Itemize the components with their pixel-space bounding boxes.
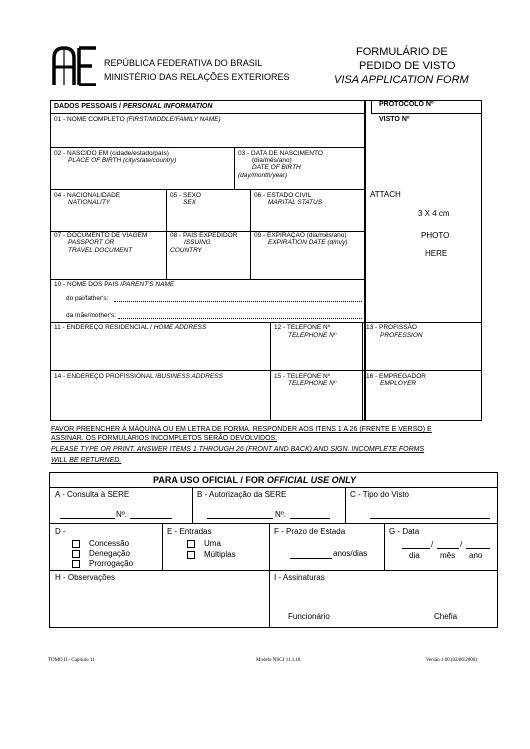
date-year-label: ano [469, 551, 483, 560]
field-12-label-en: TELEPHONE Nº [288, 332, 337, 339]
field-07-input[interactable] [52, 257, 164, 277]
field-06-label: 06 - ESTADO CIVIL [254, 192, 312, 199]
visto-label: VISTO Nº [379, 116, 410, 123]
field-16-label-en: EMPLOYER [380, 380, 417, 387]
field-b-input-1[interactable] [207, 518, 273, 519]
field-c-input[interactable] [370, 518, 490, 519]
org-line-2: MINISTÉRIO DAS RELAÇÕES EXTERIORES [104, 72, 290, 82]
multiplas-label: Múltiplas [204, 550, 236, 559]
field-08-input[interactable] [168, 257, 248, 277]
field-05-input[interactable] [168, 208, 248, 228]
field-13-input[interactable] [364, 342, 480, 368]
field-14-label: 14 - ENDEREÇO PROFISSIONAL /BUSINESS ADDRESS [54, 373, 223, 380]
date-separator-1: / [431, 540, 434, 549]
field-15-label-en: TELEPHONE Nº [288, 380, 337, 387]
field-a-label: A - Consulta à SERE [55, 490, 130, 499]
field-03-label-en: DATE OF BIRTH [252, 164, 301, 171]
field-09-label: 09 - EXPIRAÇÃO (dia/mês/ano) [254, 232, 347, 239]
form-title-line-2: PEDIDO DE VISTO [359, 60, 456, 72]
field-09-label-en: EXPIRATION DATE (d/m/y) [268, 239, 348, 246]
uma-label: Uma [204, 539, 221, 548]
field-04-label: 04 - NACIONALIDADE [54, 192, 121, 199]
date-day-label: dia [409, 551, 420, 560]
field-03-label-en-2: (day/month/year) [238, 172, 288, 179]
footer-left: TOMO II - Capítulo 11 [48, 658, 95, 663]
field-f-input[interactable] [290, 558, 332, 559]
uma-checkbox[interactable] [187, 540, 195, 548]
form-title-line-3: VISA APPLICATION FORM [334, 74, 469, 86]
prorrogacao-label: Prorrogação [89, 559, 134, 568]
prorrogacao-checkbox[interactable] [72, 560, 80, 568]
field-11-input[interactable] [52, 334, 268, 368]
field-01-label: 01 - NOME COMPLETO (FIRST/MIDDLE/FAMILY NAME) [54, 116, 221, 123]
field-b-label: B - Autorização da SERE [197, 490, 287, 499]
field-a-no: Nº. [116, 510, 127, 519]
field-15-label: 15 - TELEFONE Nº [274, 373, 331, 380]
concessao-checkbox[interactable] [72, 540, 80, 548]
instructions-en-1: PLEASE TYPE OR PRINT. ANSWER ITEMS 1 THROUGH 26 (FRONT AND BACK) AND SIGN. INCOMPLETE FORMS [51, 446, 425, 453]
field-13-label-en: PROFESSION [380, 332, 423, 339]
father-input[interactable] [114, 301, 362, 302]
instructions-en-2: WILL BE RETURNED. [51, 457, 122, 464]
mother-input[interactable] [118, 318, 362, 319]
field-15-input[interactable] [272, 390, 363, 419]
field-16-label: 16 - EMPREGADOR [366, 373, 426, 380]
field-i-label: I - Assinaturas [274, 573, 325, 582]
field-f-label: F - Prazo de Estada [274, 527, 346, 536]
field-05-label-en: SEX [183, 199, 197, 206]
field-g-day-input[interactable] [402, 548, 430, 549]
denegacao-checkbox[interactable] [72, 550, 80, 558]
field-06-input[interactable] [252, 208, 363, 228]
field-03-label-2: (dia/mês/ano) [252, 157, 292, 164]
field-14-input[interactable] [52, 383, 268, 419]
mother-label: da mãe/mother's: [66, 312, 117, 319]
field-04-input[interactable] [52, 208, 164, 228]
field-13-label: 13 - PROFISSÃO [366, 324, 417, 331]
field-c-label: C - Tipo do Visto [350, 490, 409, 499]
concessao-label: Concessão [89, 539, 130, 548]
field-03-label: 03 - DATA DE NASCIMENTO [238, 150, 323, 157]
field-g-year-input[interactable] [466, 548, 490, 549]
field-08-label-en: ISSUING [184, 239, 211, 246]
field-f-unit: anos/dias [333, 549, 368, 558]
field-a-input-2[interactable] [130, 518, 172, 519]
visto-input[interactable] [370, 126, 480, 186]
field-10-label: 10 - NOME DOS PAIS /PARENT'S NAME [54, 281, 175, 288]
denegacao-label: Denegação [89, 549, 130, 558]
field-01-input[interactable] [52, 126, 363, 146]
signature-funcionario-label: Funcionário [288, 612, 330, 621]
field-05-label: 05 - SEXO [170, 192, 202, 199]
field-12-label: 12 - TELEFONE Nº [274, 324, 331, 331]
instructions-pt-2: ASSINAR. OS FORMULÁRIOS INCOMPLETOS SERÃO DEVOLVIDOS. [51, 435, 278, 442]
field-02-label-en: PLACE OF BIRTH (city/state/country) [68, 157, 177, 164]
protocolo-label: PROTOCOLO Nº [379, 101, 434, 108]
field-12-input[interactable] [272, 342, 363, 368]
ae-logo-icon [52, 46, 100, 86]
field-07-label-en: PASSPORT OR [68, 239, 115, 246]
multiplas-checkbox[interactable] [187, 551, 195, 559]
field-e-label: E - Entradas [167, 527, 212, 536]
field-11-label: 11 - ENDEREÇO RESIDENCIAL / HOME ADDRESS [54, 324, 207, 331]
field-08-label-en-2: COUNTRY [170, 247, 202, 254]
field-07-label: 07 - DOCUMENTO DE VIAGEM [54, 232, 148, 239]
signature-chefia-label: Chefia [434, 612, 458, 621]
logo [52, 46, 100, 86]
field-02-input[interactable] [52, 166, 232, 186]
footer-right: Versão 1.00 (02/06/2000) [426, 658, 477, 663]
photo-size-label: 3 X 4 cm [418, 209, 450, 218]
photo-here-label: HERE [425, 249, 448, 258]
field-06-label-en: MARITAL STATUS [268, 199, 323, 206]
field-08-label: 08 - PAÍS EXPEDIDOR [170, 232, 238, 239]
form-title-line-1: FORMULÁRIO DE [356, 46, 448, 58]
field-b-no: Nº. [275, 510, 286, 519]
field-02-label: 02 - NASCIDO EM (cidade/estado/país) [54, 150, 169, 157]
official-use-title: PARA USO OFICIAL / FOR OFFICIAL USE ONLY [153, 475, 357, 485]
field-h-input[interactable] [52, 584, 266, 626]
instructions-pt-1: FAVOR PREENCHER À MÁQUINA OU EM LETRA DE FORMA. RESPONDER AOS ITENS 1 A 26 (FRENTE E VERSO) E [51, 426, 432, 433]
photo-label: PHOTO [421, 231, 450, 240]
field-09-input[interactable] [252, 257, 363, 277]
field-a-input-1[interactable] [60, 518, 115, 519]
date-month-label: mês [440, 551, 456, 560]
field-07-label-en-2: TRAVEL DOCUMENT [68, 247, 133, 254]
father-label: do pai/father's: [66, 295, 109, 302]
org-line-1: REPÚBLICA FEDERATIVA DO BRASIL [104, 58, 263, 68]
personal-section-title: DADOS PESSOAIS / PERSONAL INFORMATION [54, 103, 213, 110]
field-b-input-2[interactable] [290, 518, 330, 519]
date-separator-2: / [460, 540, 463, 549]
field-g-label: G - Data [389, 527, 420, 536]
photo-attach-label: ATTACH [370, 190, 401, 199]
field-d-label: D - [55, 527, 66, 536]
field-h-label: H - Observações [55, 573, 116, 582]
footer-center: Modelo NSCJ 11.1.18 [256, 658, 301, 663]
field-04-label-en: NATIONALITY [68, 199, 111, 206]
field-16-input[interactable] [364, 390, 480, 419]
field-03-input[interactable] [236, 180, 363, 188]
field-g-month-input[interactable] [437, 548, 459, 549]
